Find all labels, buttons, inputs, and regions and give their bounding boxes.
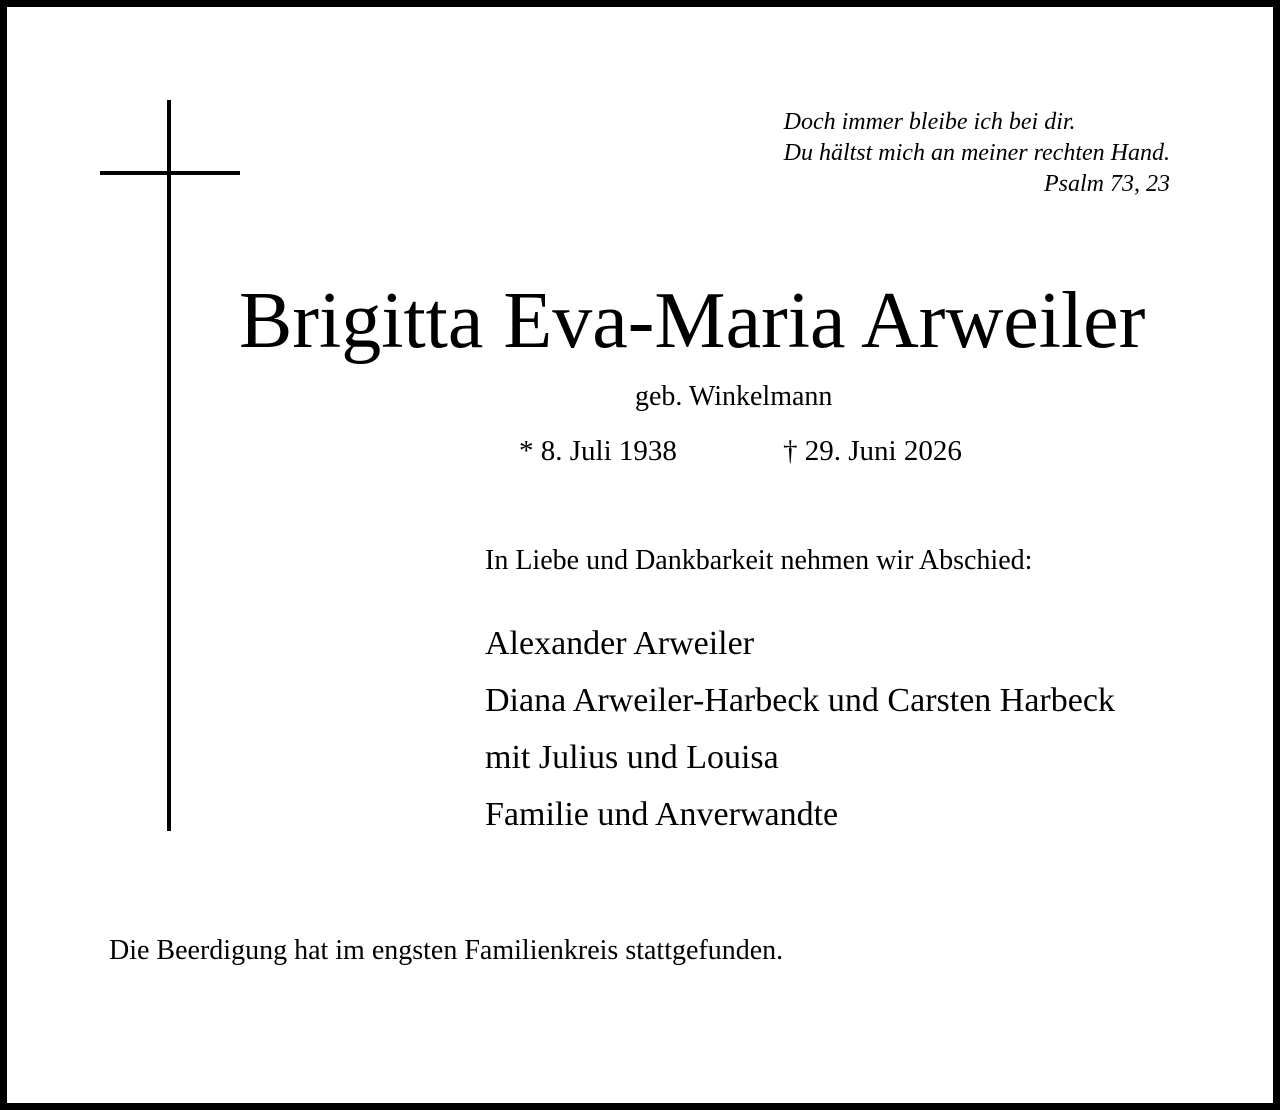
deceased-name: Brigitta Eva-Maria Arweiler xyxy=(239,277,1146,365)
mourners-list xyxy=(485,615,1115,843)
mourner-item: mit Julius und Louisa xyxy=(485,739,779,776)
mourner-item: Familie und Anverwandte xyxy=(485,796,839,833)
funeral-note: Die Beerdigung hat im engsten Familienkreis stattgefunden. xyxy=(109,935,784,966)
farewell-text: In Liebe und Dankbarkeit nehmen wir Abschied: xyxy=(485,545,1033,576)
quote-line-2: Du hältst mich an meiner rechten Hand. xyxy=(783,140,1170,166)
psalm-quote xyxy=(784,107,1170,200)
cross-icon xyxy=(167,100,171,831)
mourner-item: Alexander Arweiler xyxy=(485,625,755,662)
death-date: † 29. Juni 2026 xyxy=(783,435,962,467)
quote-line-1: Doch immer bleibe ich bei dir. xyxy=(783,109,1076,135)
cross-icon-bar xyxy=(100,171,240,175)
maiden-name: geb. Winkelmann xyxy=(635,381,833,412)
birth-date: * 8. Juli 1938 xyxy=(519,435,677,467)
quote-reference: Psalm 73, 23 xyxy=(1044,171,1170,197)
mourner-item: Diana Arweiler-Harbeck und Carsten Harbeck xyxy=(485,682,1115,719)
